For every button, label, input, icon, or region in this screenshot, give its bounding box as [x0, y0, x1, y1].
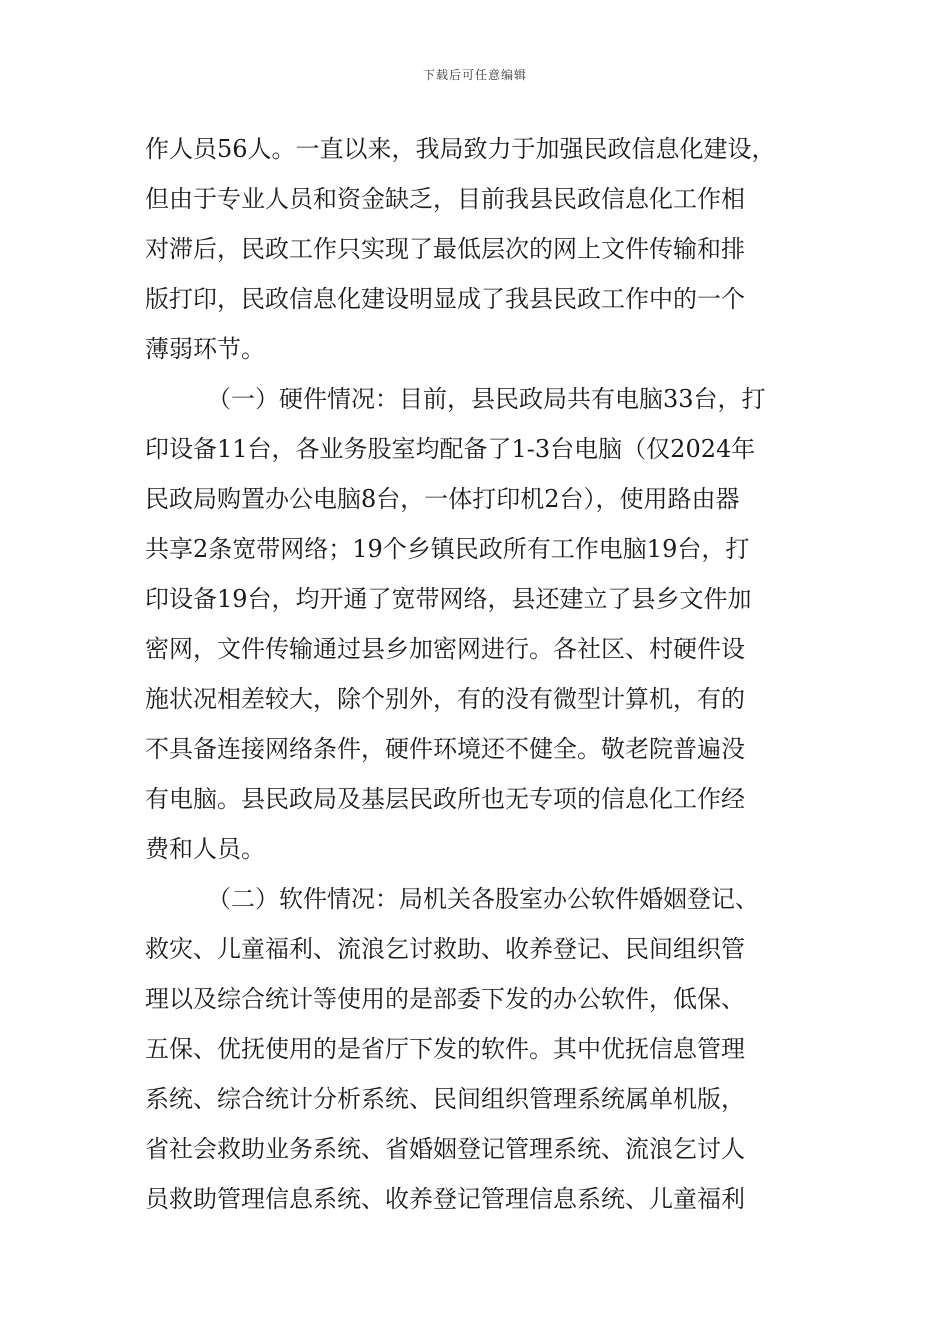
- text-line: 但由于专业人员和资金缺乏，目前我县民政信息化工作相: [145, 185, 745, 213]
- text-line: 施状况相差较大，除个别外，有的没有微型计算机，有的: [145, 685, 745, 713]
- paragraph-software-start: （二）软件情况：局机关各股室办公软件婚姻登记、: [207, 885, 759, 913]
- document-body: [145, 124, 810, 1224]
- text-line: 对滞后，民政工作只实现了最低层次的网上文件传输和排: [145, 235, 745, 263]
- text-line: 印设备19台，均开通了宽带网络，县还建立了县乡文件加: [145, 585, 752, 613]
- text-line: 薄弱环节。: [145, 335, 265, 363]
- text-line: 印设备11台，各业务股室均配备了1-3台电脑（仅2024年: [145, 435, 756, 463]
- text-line: 五保、优抚使用的是省厅下发的软件。其中优抚信息管理: [145, 1035, 745, 1063]
- text-line: 系统、综合统计分析系统、民间组织管理系统属单机版，: [145, 1085, 745, 1113]
- text-line: 省社会救助业务系统、省婚姻登记管理系统、流浪乞讨人: [145, 1135, 745, 1163]
- text-line: 民政局购置办公电脑8台，一体打印机2台），使用路由器: [145, 485, 740, 513]
- text-line: 理以及综合统计等使用的是部委下发的办公软件，低保、: [145, 985, 745, 1013]
- text-line: 密网，文件传输通过县乡加密网进行。各社区、村硬件设: [145, 635, 745, 663]
- text-line: 费和人员。: [145, 835, 265, 863]
- text-line: 救灾、儿童福利、流浪乞讨救助、收养登记、民间组织管: [145, 935, 745, 963]
- text-line: 作人员56人。一直以来，我局致力于加强民政信息化建设，: [145, 135, 776, 163]
- text-line: 共享2条宽带网络；19个乡镇民政所有工作电脑19台，打: [145, 535, 750, 563]
- text-line: 员救助管理信息系统、收养登记管理信息系统、儿童福利: [145, 1185, 745, 1213]
- page-header-note: 下载后可任意编辑: [422, 68, 527, 82]
- text-line: 不具备连接网络条件，硬件环境还不健全。敬老院普遍没: [145, 735, 745, 763]
- text-line: 版打印，民政信息化建设明显成了我县民政工作中的一个: [145, 285, 745, 313]
- text-line: 有电脑。县民政局及基层民政所也无专项的信息化工作经: [145, 785, 745, 813]
- paragraph-hardware-start: （一）硬件情况：目前，县民政局共有电脑33台，打: [207, 385, 766, 413]
